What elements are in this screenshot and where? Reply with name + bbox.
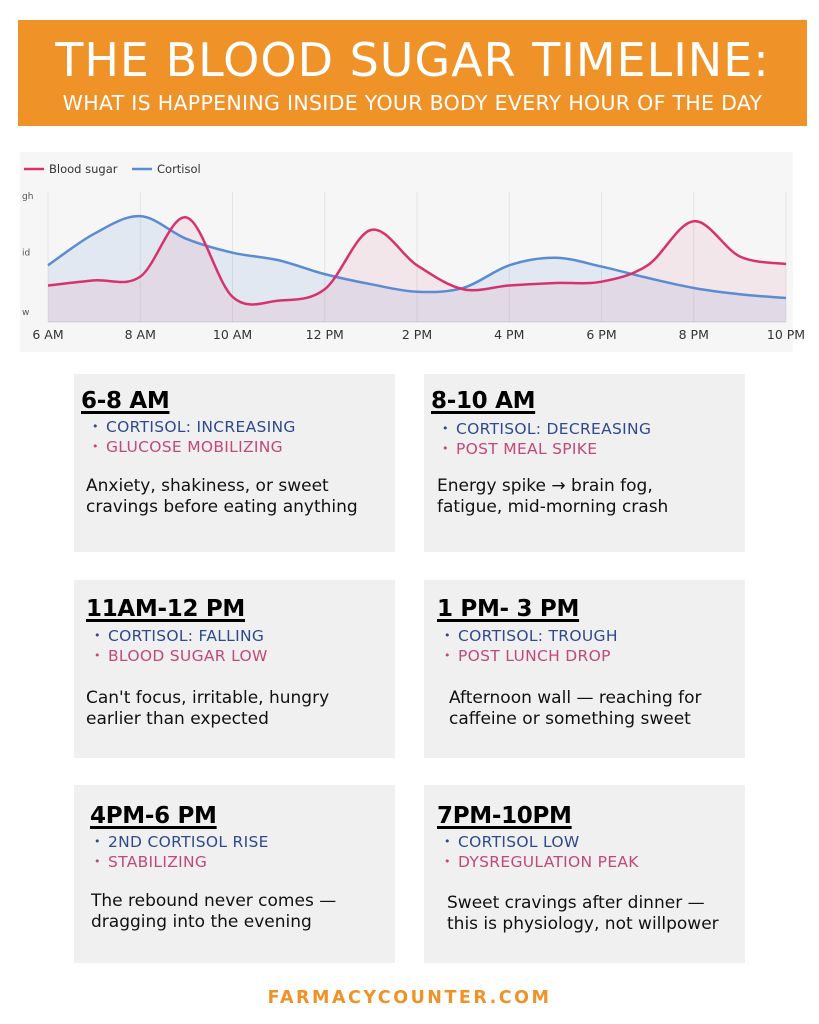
bullet-dot: • — [444, 855, 451, 868]
card-bullet-glucose — [444, 647, 611, 665]
x-tick-label: 4 PM — [494, 327, 525, 342]
legend-label-cortisol: Cortisol — [157, 162, 201, 176]
y-tick-label: id — [22, 248, 31, 259]
bullet-text: 2ND CORTISOL RISE — [108, 833, 269, 851]
timeline-card-4-6pm — [74, 785, 395, 963]
card-bullet-cortisol — [444, 833, 580, 851]
timeline-card-1-3pm — [424, 580, 745, 758]
title-banner — [18, 20, 807, 126]
y-tick-label: gh — [22, 192, 34, 202]
bullet-text: CORTISOL: INCREASING — [106, 418, 296, 436]
legend-label-blood-sugar: Blood sugar — [49, 162, 118, 176]
y-tick-label: w — [22, 307, 30, 318]
card-bullet-cortisol — [92, 418, 296, 436]
card-bullet-glucose — [94, 853, 207, 871]
bullet-dot: • — [442, 442, 449, 455]
card-bullet-glucose — [442, 440, 597, 458]
timeline-card-7-10pm — [424, 785, 745, 963]
card-title: 7PM-10PM — [437, 803, 572, 829]
card-description: Can't focus, irritable, hungry earlier than expected — [86, 688, 330, 729]
card-description: The rebound never comes — dragging into the evening — [91, 891, 337, 932]
card-title: 6-8 AM — [81, 388, 170, 414]
card-bullet-glucose — [444, 853, 639, 871]
blood-sugar-cortisol-chart — [20, 152, 806, 352]
card-bullet-cortisol — [442, 420, 651, 438]
card-title: 1 PM- 3 PM — [437, 596, 580, 622]
x-tick-label: 6 AM — [32, 327, 64, 342]
card-description: Energy spike → brain fog, fatigue, mid-morning crash — [437, 476, 669, 517]
bullet-text: CORTISOL: DECREASING — [456, 420, 652, 438]
page-title: THE BLOOD SUGAR TIMELINE: — [55, 33, 770, 87]
card-bullet-glucose — [94, 647, 268, 665]
bullet-text: POST MEAL SPIKE — [456, 440, 598, 458]
x-tick-label: 8 AM — [124, 327, 156, 342]
card-description: Sweet cravings after dinner — this is physiology, not willpower — [447, 893, 719, 934]
bullet-text: GLUCOSE MOBILIZING — [106, 438, 283, 456]
card-bullet-cortisol — [444, 627, 618, 645]
x-tick-label: 12 PM — [305, 327, 344, 342]
bullet-text: DYSREGULATION PEAK — [458, 853, 639, 871]
x-tick-label: 6 PM — [586, 327, 617, 342]
x-tick-label: 2 PM — [401, 327, 433, 342]
bullet-text: CORTISOL LOW — [458, 833, 580, 851]
bullet-dot: • — [92, 420, 99, 433]
card-bullet-glucose — [92, 438, 283, 456]
bullet-dot: • — [94, 855, 101, 868]
bullet-text: CORTISOL: TROUGH — [458, 627, 618, 645]
chart-panel — [20, 152, 806, 352]
bullet-dot: • — [94, 649, 101, 662]
bullet-text: CORTISOL: FALLING — [108, 627, 265, 645]
bullet-text: STABILIZING — [108, 853, 208, 871]
bullet-dot: • — [94, 629, 101, 642]
card-bullet-cortisol — [94, 833, 269, 851]
timeline-card-6-8am — [74, 374, 395, 552]
bullet-dot: • — [92, 440, 99, 453]
bullet-dot: • — [94, 835, 101, 848]
bullet-text: POST LUNCH DROP — [458, 647, 611, 665]
bullet-text: BLOOD SUGAR LOW — [108, 647, 268, 665]
x-tick-label: 10 PM — [766, 327, 806, 342]
card-bullet-cortisol — [94, 627, 264, 645]
bullet-dot: • — [442, 422, 449, 435]
card-title: 11AM-12 PM — [86, 596, 245, 622]
x-tick-label: 8 PM — [678, 327, 709, 342]
bullet-dot: • — [444, 629, 451, 642]
page-subtitle: WHAT IS HAPPENING INSIDE YOUR BODY EVERY HOUR OF THE DAY — [62, 91, 763, 115]
card-title: 8-10 AM — [431, 388, 536, 414]
card-title: 4PM-6 PM — [90, 803, 217, 829]
x-tick-label: 10 AM — [212, 327, 253, 342]
card-description: Afternoon wall — reaching for caffeine or something sweet — [449, 688, 702, 729]
bullet-dot: • — [444, 835, 451, 848]
timeline-card-8-10am — [424, 374, 745, 552]
bullet-dot: • — [444, 649, 451, 662]
timeline-card-11am-12pm — [74, 580, 395, 758]
card-description: Anxiety, shakiness, or sweet cravings before eating anything — [86, 476, 358, 517]
footer-site-link[interactable]: FARMACYCOUNTER.COM — [267, 988, 552, 1008]
